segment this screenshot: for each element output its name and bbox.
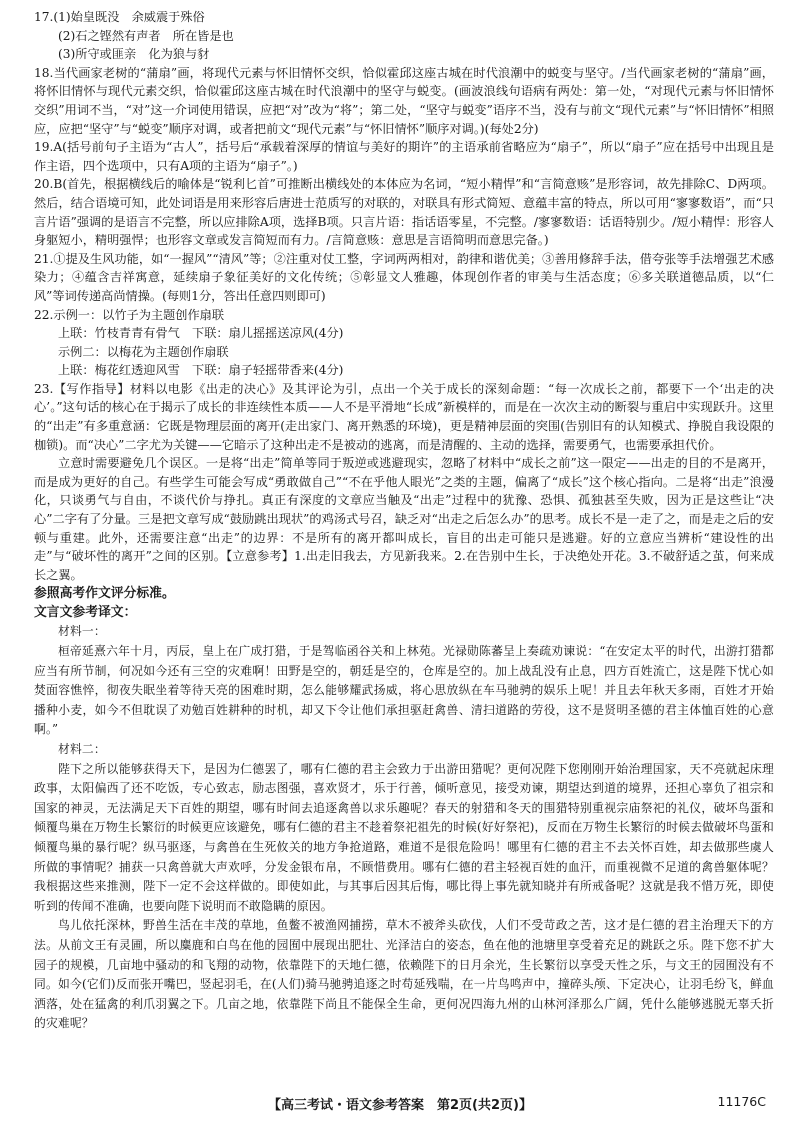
answer-18: 18.当代画家老树的“蒲扇”画，将现代元素与怀旧情怀交织，恰似霍邱这座古城在时代浪潮中的蜕变与坚守。/当代画家老树的“蒲扇”画，将怀旧情怀与现代元素交织，恰似霍邱这座古城在时代浪潮中的坚守与蜕变。(画波浪线句语病有两处：第一处，“对现代元素与怀旧情怀交织”用词不当，“对”这一介词使用错误，应把“对”改为“将”；第二处，“坚守与蜕变”语序不当，没有与前文“现代元素”与“怀旧情怀”相照应，应把“坚守”与“蜕变”顺序对调，或者把前文“现代元素”与“怀旧情怀”顺序对调。)(每处2分)	[34, 65, 774, 136]
answer-21: 21.①提及生风功能，如“一握风”“清风”等；②注重对仗工整，字词两两相对，韵律和谐优美；③善用修辞手法，借夸张等手法增强艺术感染力；④蕴含吉祥寓意，延续扇子象征美好的文化传统；⑤彰显文人雅趣，体现创作者的审美与生活态度；⑥多关联道德品质，以“仁风”等词传递高尚情操。(每则1分，答出任意四则即可)	[34, 251, 774, 303]
answer-22-head: 22.示例一：以竹子为主题创作扇联	[34, 307, 225, 322]
footer-title: 【高三考试・语文参考答案 第2页(共2页)】	[268, 1098, 532, 1113]
material2-text1: 陛下之所以能够获得天下，是因为仁德罢了，哪有仁德的君主会致力于出游田猎呢？更何况陛下您刚刚开始治理国家，天不亮就起床理政事，太阳偏西了还不吃饭，专心致志，励志图强，喜欢贤才，乐于行善，倾听意见，接受劝谏，期望达到道的境界，还担心辜负了祖宗和国家的神灵，无法满足天下百姓的期望，哪有时间去追逐禽兽以求乐趣呢？春天的射猎和冬天的围猎特别重视宗庙祭祀的礼仪，破坏鸟蛋和倾覆鸟巢在万物生长繁衍的时候更应该避免，哪有仁德的君主不趁着祭祀祖先的时候(好好祭祀)，反而在万物生长繁衍的时候去做破坏鸟蛋和倾覆鸟巢的暴行呢？纵马驱逐，与禽兽在生死攸关的地方争抢道路，难道不是很危险吗！哪里有仁德的君主不去关怀百姓，却去做那些虞人所做的事情呢？捕获一只禽兽就大声欢呼，分发金银布帛，不顾惜费用。哪有仁德的君主轻视百姓的血汗，而重视微不足道的禽兽躯体呢？我根据这些来推测，陛下一定不会这样做的。即使如此，与其事后因其后悔，哪比得上事先就知晓并有所戒备呢？这就是我不惜万死，即使听到的传闻不准确，也要向陛下说明而不敢隐瞒的原因。	[34, 761, 774, 913]
answer-23-guide: 23.【写作指导】材料以电影《出走的决心》及其评论为引，点出一个关于成长的深刻命题：“每一次成长之前，都要下一个‘出走的决心’。”这句话的核心在于揭示了成长的非连续性本质——人不是平滑地“长成”新模样的，而是在一次次主动的断裂与重启中实现跃升。这里的“出走”有多重意涵：它既是物理层面的离开(走出家门、离开熟悉的环境)，更是精神层面的突围(告别旧有的认知模式、挣脱自我设限的枷锁)。而“决心”二字尤为关键——它暗示了这种出走不是被动的逃离，而是清醒的、主动的选择，需要勇气，也需要承担代价。	[34, 381, 774, 452]
answer-22-example2: 上联：梅花红透迎风雪 下联：扇子轻摇带香来(4分)	[58, 363, 344, 378]
answer-22-example2-head: 示例二：以梅花为主题创作扇联	[58, 344, 229, 359]
answer-page	[34, 8, 774, 1034]
material1-text: 桓帝延熹六年十月，丙辰，皇上在广成打猎，于是驾临函谷关和上林苑。光禄勋陈蕃呈上奏疏劝谏说：“在安定太平的时代，出游打猎都应当有所节制，何况如今还有三空的灾难啊！田野是空的，朝廷是空的，仓库是空的。加上战乱没有止息，四方百姓流亡，这是陛下忧心如焚面容憔悴，彻夜失眠坐着等待天亮的困难时期，怎么能够耀武扬威，将心思放纵在车马驰骋的娱乐上呢！并且去年秋天多雨，百姓才开始播种小麦，如今不但耽误了劝勉百姓耕种的时机，却又下令让他们承担驱赶禽兽、清扫道路的劳役，这不是贤明圣德的君主体恤百姓的心意啊。”	[34, 644, 774, 737]
answer-20: 20.B(首先，根据横线后的喻体是“锐利匕首”可推断出横线处的本体应为名词，“短小精悍”和“言简意赅”是形容词，故先排除C、D两项。然后，结合语境可知，此处词语是用来形容后唐进士范质写的对联的，对联具有形式简短、意蕴丰富的特点，所以可用“寥寥数语”，而“只言片语”强调的是语言不完整，所以应排除A项，选择B项。只言片语：指话语零星，不完整。/寥寥数语：话语特别少。/短小精悍：形容人身躯短小，精明强悍；也形容文章或发言简短而有力。/言简意赅：意思是言语简明而意思完备。)	[34, 177, 774, 248]
footer-code: 11176C	[717, 1094, 766, 1109]
material1-label: 材料一：	[58, 624, 106, 639]
answer-17-1: 17.(1)始皇既没 余威震于殊俗	[34, 10, 205, 24]
page-footer	[0, 1094, 800, 1114]
answer-23-topic: 立意时需要避免几个误区。一是将“出走”简单等同于叛逆或逃避现实，忽略了材料中“成长之前”这一限定——出走的目的不是离开，而是成为更好的自己。有些学生可能会写成“勇敢做自己”“不在乎他人眼光”之类的主题，偏离了“成长”这个核心指向。二是将“出走”浪漫化，只谈勇气与自由，不谈代价与挣扎。真正有深度的文章应当触及“出走”过程中的犹豫、恐惧、孤独甚至失败，因为正是这些让“决心”二字有了分量。三是把文章写成“鼓励跳出现状”的鸡汤式号召，缺乏对“出走之后怎么办”的思考。成长不是一走了之，而是走之后的安顿与重建。此外，还需要注意“出走”的边界：不是所有的离开都叫成长，盲目的出走可能只是逃避。好的立意应当辨析“建设性的出走”与“破坏性的离开”之间的区别。【立意参考】1.出走旧我去，方见新我来。2.在告别中生长，于决绝处开花。3.不破舒适之茧，何来成长之翼。	[34, 456, 774, 582]
answer-17-3: (3)所守或匪亲 化为狼与豺	[58, 47, 210, 62]
translation-title: 文言文参考译文：	[34, 605, 137, 621]
answer-17-2: (2)石之铿然有声者 所在皆是也	[58, 28, 234, 43]
scoring-standard: 参照高考作文评分标准。	[34, 586, 175, 602]
material2-label: 材料二：	[58, 741, 106, 756]
answer-19: 19.A(括号前句子主语为“古人”，括号后“承载着深厚的情谊与美好的期许”的主语承前省略应为“扇子”，所以“扇子”应在括号中出现且是作主语，四个选项中，只有A项的主语为“扇子”。)	[34, 140, 774, 173]
answer-22-example1: 上联：竹枝青青有骨气 下联：扇儿摇摇送凉风(4分)	[58, 326, 344, 341]
material2-text2: 鸟儿依托深林，野兽生活在丰茂的草地，鱼鳖不被渔网捕捞，草木不被斧头砍伐，人们不受苛政之苦，这才是仁德的君主治理天下的方法。从前文王有灵圃，所以麋鹿和白鸟在他的园囿中展现出肥壮、光泽洁白的姿态，鱼在他的池塘里享受着充足的跳跃之乐。陛下您不扩大园子的规模，几亩地中骚动的和飞翔的动物，依靠陛下的天地仁德，依赖陛下的日月余光，生长繁衍以享受天性之乐，与文王的园囿没有不同。如今(它们)反而张开嘴巴，竖起羽毛，在(人们)骑马驰骋追逐之时苟延残喘，在一片鸟鸣声中，撞碎头颅、下定决心，让羽毛纷飞，鲜血洒落，处在猛禽的利爪羽翼之下。几亩之地，依靠陛下尚且不能保全生命，更何况四海九州的山林河泽那么广阔，凭什么能够逃脱无辜夭折的灾难呢？	[34, 918, 774, 1031]
